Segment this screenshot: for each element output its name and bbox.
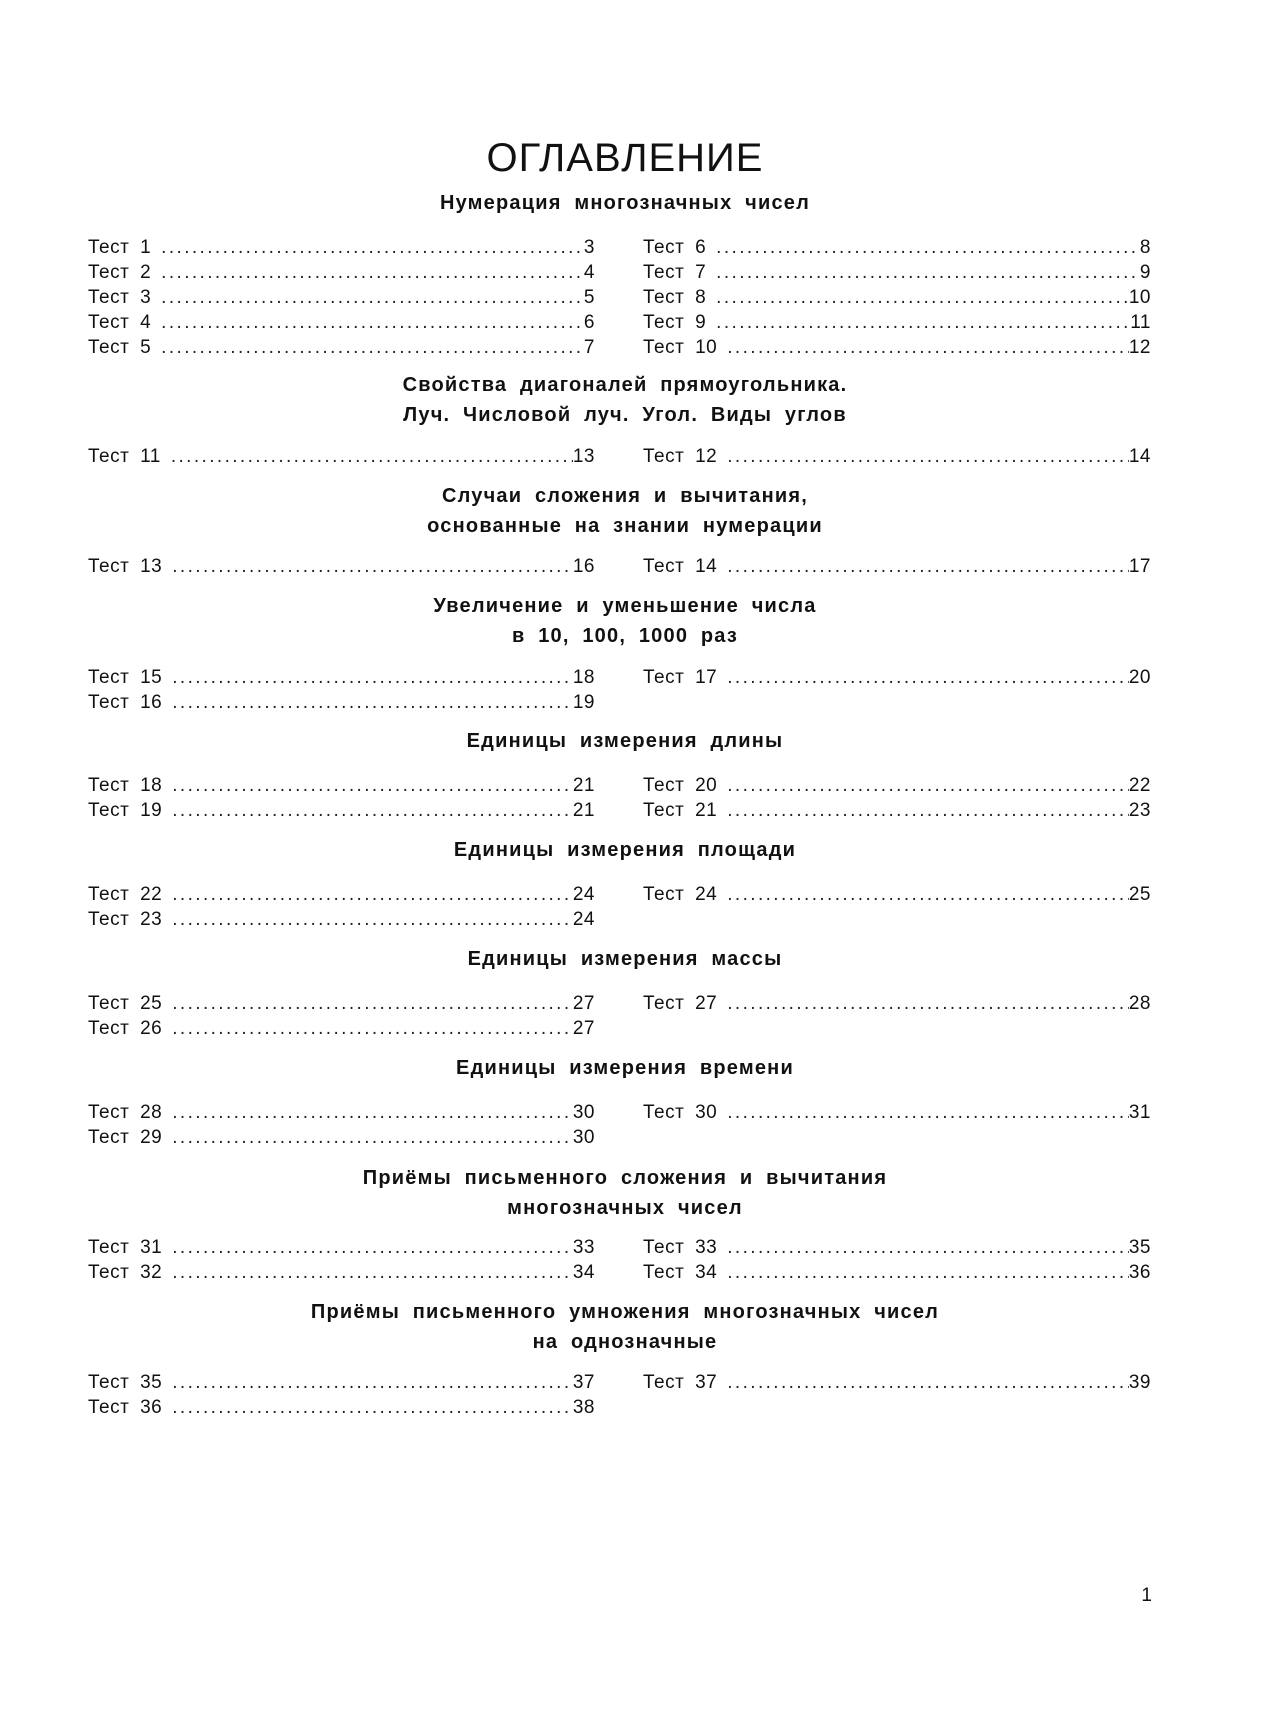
page-number: 1	[1141, 1585, 1152, 1606]
dot-leader	[172, 1018, 573, 1040]
toc-entry-page: 12	[1128, 337, 1151, 358]
toc-entry	[88, 993, 595, 1017]
toc-entry-page: 28	[1128, 993, 1151, 1014]
section-heading	[0, 188, 1250, 218]
toc-entry-page: 13	[572, 446, 595, 467]
dot-leader	[161, 312, 584, 334]
dot-leader	[172, 775, 573, 797]
toc-entry	[643, 1372, 1151, 1396]
toc-entry	[88, 800, 595, 824]
dot-leader	[727, 446, 1129, 468]
toc-entry	[643, 1262, 1151, 1286]
toc-entry	[88, 237, 595, 261]
toc-entry	[643, 237, 1151, 261]
toc-entry-page: 39	[1128, 1372, 1151, 1393]
toc-entry	[88, 1262, 595, 1286]
toc-entry-label: Тест 21	[643, 800, 718, 821]
section-heading-line: Нумерация многозначных чисел	[439, 192, 811, 214]
dot-leader	[172, 909, 573, 931]
section-heading	[0, 591, 1250, 651]
toc-entry	[643, 446, 1151, 470]
toc-entry-page: 30	[572, 1127, 595, 1148]
toc-entry	[88, 262, 595, 286]
dot-leader	[172, 1127, 573, 1149]
toc-entry-label: Тест 11	[88, 446, 161, 467]
toc-entry-label: Тест 15	[88, 667, 163, 688]
page-title: ОГЛАВЛЕНИЕ	[486, 136, 764, 180]
section-heading-line: многозначных чисел	[507, 1197, 743, 1219]
section-heading-line: на однозначные	[532, 1331, 718, 1353]
section-heading	[0, 726, 1250, 756]
toc-entry-page: 14	[1128, 446, 1151, 467]
toc-entry	[643, 667, 1151, 691]
toc-entry	[643, 993, 1151, 1017]
toc-entry-page: 11	[1130, 312, 1151, 333]
toc-entry	[643, 884, 1151, 908]
dot-leader	[161, 337, 584, 359]
toc-entry-page: 27	[572, 993, 595, 1014]
toc-entry	[88, 1102, 595, 1126]
toc-entry	[88, 1018, 595, 1042]
toc-entry	[88, 884, 595, 908]
dot-leader	[727, 1262, 1129, 1284]
section-heading-line: Единицы измерения времени	[456, 1057, 794, 1079]
toc-entry-label: Тест 20	[643, 775, 718, 796]
toc-entry-label: Тест 30	[643, 1102, 718, 1123]
toc-entry-label: Тест 27	[643, 993, 718, 1014]
toc-entry-page: 7	[583, 337, 595, 358]
dot-leader	[161, 237, 584, 259]
toc-entry-page: 3	[583, 237, 595, 258]
toc-entry-label: Тест 3	[88, 287, 152, 308]
toc-entry-page: 27	[572, 1018, 595, 1039]
section-heading	[0, 1297, 1250, 1357]
dot-leader	[716, 262, 1140, 284]
dot-leader	[172, 1397, 573, 1419]
toc-entry-page: 31	[1128, 1102, 1151, 1123]
dot-leader	[172, 993, 573, 1015]
section-heading	[0, 944, 1250, 974]
toc-entry	[88, 1372, 595, 1396]
toc-entry-label: Тест 34	[643, 1262, 718, 1283]
dot-leader	[172, 556, 573, 578]
dot-leader	[161, 287, 584, 309]
toc-entry	[643, 775, 1151, 799]
toc-entry-label: Тест 6	[643, 237, 707, 258]
toc-entry	[88, 909, 595, 933]
section-heading-line: Случаи сложения и вычитания,	[441, 485, 808, 507]
dot-leader	[727, 800, 1129, 822]
toc-entry-page: 33	[572, 1237, 595, 1258]
dot-leader	[171, 446, 573, 468]
section-heading-line: основанные на знании нумерации	[427, 515, 823, 537]
toc-entry-label: Тест 37	[643, 1372, 718, 1393]
dot-leader	[727, 1237, 1129, 1259]
toc-entry-label: Тест 26	[88, 1018, 163, 1039]
section-heading	[0, 835, 1250, 865]
toc-entry-label: Тест 19	[88, 800, 163, 821]
toc-entry-label: Тест 5	[88, 337, 152, 358]
toc-entry-label: Тест 4	[88, 312, 152, 333]
toc-entry-page: 21	[572, 775, 595, 796]
section-heading-line: Приёмы письменного сложения и вычитания	[362, 1167, 888, 1189]
toc-entry-label: Тест 12	[643, 446, 718, 467]
toc-entry-label: Тест 9	[643, 312, 707, 333]
toc-entry-page: 17	[1128, 556, 1151, 577]
dot-leader	[172, 1372, 573, 1394]
dot-leader	[716, 287, 1129, 309]
toc-entry	[88, 446, 595, 470]
toc-entry	[88, 1397, 595, 1421]
toc-entry-page: 36	[1128, 1262, 1151, 1283]
toc-entry-page: 18	[572, 667, 595, 688]
dot-leader	[727, 1102, 1129, 1124]
dot-leader	[172, 1237, 573, 1259]
toc-entry-label: Тест 8	[643, 287, 707, 308]
section-heading-line: Свойства диагоналей прямоугольника.	[402, 374, 848, 396]
dot-leader	[727, 667, 1129, 689]
toc-entry	[643, 262, 1151, 286]
toc-entry-page: 37	[572, 1372, 595, 1393]
section-heading-line: Луч. Числовой луч. Угол. Виды углов	[403, 404, 847, 426]
toc-entry-page: 25	[1128, 884, 1151, 905]
toc-entry	[88, 337, 595, 361]
dot-leader	[727, 884, 1129, 906]
toc-entry-page: 10	[1128, 287, 1151, 308]
toc-entry-label: Тест 28	[88, 1102, 163, 1123]
toc-entry-label: Тест 22	[88, 884, 163, 905]
toc-entry	[643, 337, 1151, 361]
dot-leader	[727, 993, 1129, 1015]
toc-entry-page: 21	[572, 800, 595, 821]
toc-entry	[643, 556, 1151, 580]
toc-entry-label: Тест 35	[88, 1372, 163, 1393]
toc-entry-label: Тест 13	[88, 556, 163, 577]
toc-entry-label: Тест 1	[88, 237, 152, 258]
toc-entry	[88, 1127, 595, 1151]
section-heading-line: Единицы измерения площади	[453, 839, 797, 861]
dot-leader	[727, 775, 1129, 797]
section-heading-line: в 10, 100, 1000 раз	[511, 625, 739, 647]
toc-entry-label: Тест 25	[88, 993, 163, 1014]
toc-entry	[88, 775, 595, 799]
dot-leader	[727, 337, 1129, 359]
toc-entry-page: 24	[572, 909, 595, 930]
toc-entry-page: 8	[1139, 237, 1151, 258]
toc-entry-page: 16	[572, 556, 595, 577]
toc-entry-label: Тест 14	[643, 556, 718, 577]
section-heading-line: Приёмы письменного умножения многозначных чисел	[310, 1301, 940, 1323]
toc-entry-page: 20	[1128, 667, 1151, 688]
dot-leader	[716, 312, 1130, 334]
section-heading	[0, 1163, 1250, 1223]
section-heading	[0, 370, 1250, 430]
toc-entry-label: Тест 23	[88, 909, 163, 930]
toc-entry-label: Тест 18	[88, 775, 163, 796]
toc-entry	[88, 667, 595, 691]
dot-leader	[172, 1262, 573, 1284]
dot-leader	[172, 800, 573, 822]
toc-entry-label: Тест 29	[88, 1127, 163, 1148]
toc-entry-label: Тест 7	[643, 262, 707, 283]
toc-entry	[88, 692, 595, 716]
toc-entry	[88, 556, 595, 580]
toc-entry-page: 9	[1139, 262, 1151, 283]
toc-entry-label: Тест 2	[88, 262, 152, 283]
toc-entry-label: Тест 10	[643, 337, 718, 358]
dot-leader	[727, 556, 1129, 578]
toc-entry-page: 19	[572, 692, 595, 713]
toc-entry-label: Тест 36	[88, 1397, 163, 1418]
toc-entry	[643, 312, 1151, 336]
toc-entry-label: Тест 24	[643, 884, 718, 905]
section-heading-line: Увеличение и уменьшение числа	[433, 595, 817, 617]
toc-entry	[643, 1237, 1151, 1261]
toc-entry	[643, 800, 1151, 824]
dot-leader	[172, 667, 573, 689]
section-heading-line: Единицы измерения длины	[466, 730, 784, 752]
toc-entry-label: Тест 31	[88, 1237, 163, 1258]
toc-entry	[643, 287, 1151, 311]
toc-entry-page: 4	[583, 262, 595, 283]
toc-entry-page: 5	[583, 287, 595, 308]
section-heading-line: Единицы измерения массы	[467, 948, 783, 970]
toc-entry-label: Тест 16	[88, 692, 163, 713]
toc-entry-page: 23	[1128, 800, 1151, 821]
dot-leader	[161, 262, 584, 284]
dot-leader	[727, 1372, 1129, 1394]
section-heading	[0, 1053, 1250, 1083]
dot-leader	[172, 692, 573, 714]
dot-leader	[172, 1102, 573, 1124]
toc-entry-page: 30	[572, 1102, 595, 1123]
section-heading	[0, 481, 1250, 541]
toc-entry-page: 6	[583, 312, 595, 333]
toc-entry-page: 38	[572, 1397, 595, 1418]
toc-entry	[88, 312, 595, 336]
toc-entry	[88, 287, 595, 311]
toc-entry-page: 34	[572, 1262, 595, 1283]
toc-entry	[643, 1102, 1151, 1126]
toc-entry-label: Тест 33	[643, 1237, 718, 1258]
dot-leader	[716, 237, 1140, 259]
toc-entry-label: Тест 32	[88, 1262, 163, 1283]
toc-entry-page: 24	[572, 884, 595, 905]
toc-entry-page: 35	[1128, 1237, 1151, 1258]
toc-entry	[88, 1237, 595, 1261]
toc-entry-label: Тест 17	[643, 667, 718, 688]
dot-leader	[172, 884, 573, 906]
toc-entry-page: 22	[1128, 775, 1151, 796]
